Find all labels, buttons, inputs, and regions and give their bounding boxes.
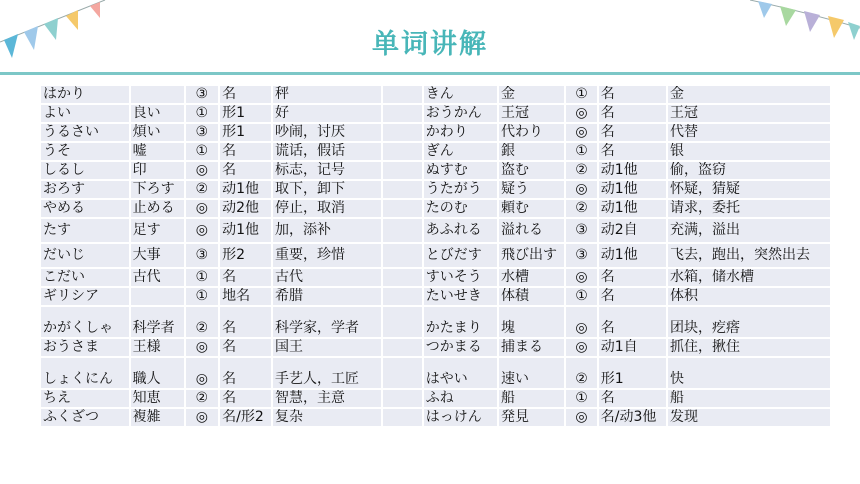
right-kana-cell: ふね [424, 390, 497, 407]
left-meaning-cell: 手艺人，工匠 [273, 358, 381, 388]
left-pos-cell: 动1他 [220, 219, 271, 242]
right-meaning-cell: 银 [668, 143, 830, 160]
right-kanji-cell: 飛び出す [499, 244, 564, 267]
left-kana-cell: かがくしゃ [41, 307, 129, 337]
right-meaning-cell: 偷，盗窃 [668, 162, 830, 179]
right-kana-cell: ぬすむ [424, 162, 497, 179]
left-kanji-cell [131, 86, 184, 103]
right-kana-cell: すいそう [424, 269, 497, 286]
left-kana-cell: はかり [41, 86, 129, 103]
right-accent-cell: ② [566, 358, 597, 388]
spacer-cell [383, 244, 422, 267]
left-accent-cell: ◎ [186, 339, 219, 356]
left-pos-cell: 名 [220, 162, 271, 179]
right-kana-cell: ぎん [424, 143, 497, 160]
left-pos-cell: 地名 [220, 288, 271, 305]
left-pos-cell: 名 [220, 269, 271, 286]
left-kanji-cell: 古代 [131, 269, 184, 286]
right-kana-cell: つかまる [424, 339, 497, 356]
spacer-cell [383, 339, 422, 356]
right-pos-cell: 动1他 [599, 244, 666, 267]
left-meaning-cell: 古代 [273, 269, 381, 286]
table-row [41, 409, 830, 426]
spacer-cell [383, 105, 422, 122]
table-row [41, 219, 830, 242]
right-kanji-cell: 頼む [499, 200, 564, 217]
table-row [41, 162, 830, 179]
left-pos-cell: 名 [220, 339, 271, 356]
left-meaning-cell: 取下，卸下 [273, 181, 381, 198]
spacer-cell [383, 307, 422, 337]
right-meaning-cell: 发现 [668, 409, 830, 426]
right-kanji-cell: 金 [499, 86, 564, 103]
left-kanji-cell: 王様 [131, 339, 184, 356]
left-accent-cell: ◎ [186, 358, 219, 388]
right-kana-cell: かたまり [424, 307, 497, 337]
right-kanji-cell: 発見 [499, 409, 564, 426]
right-meaning-cell: 体积 [668, 288, 830, 305]
right-meaning-cell: 飞去，跑出，突然出去 [668, 244, 830, 267]
left-kanji-cell: 嘘 [131, 143, 184, 160]
table-row [41, 339, 830, 356]
table-row [41, 269, 830, 286]
right-pos-cell: 名 [599, 124, 666, 141]
right-kana-cell: はやい [424, 358, 497, 388]
left-meaning-cell: 国王 [273, 339, 381, 356]
table-row [41, 307, 830, 337]
right-kana-cell: かわり [424, 124, 497, 141]
left-accent-cell: ② [186, 390, 219, 407]
left-kanji-cell: 知恵 [131, 390, 184, 407]
spacer-cell [383, 390, 422, 407]
right-pos-cell: 名 [599, 269, 666, 286]
left-kanji-cell: 煩い [131, 124, 184, 141]
right-pos-cell: 动1自 [599, 339, 666, 356]
right-pos-cell: 动1他 [599, 162, 666, 179]
right-accent-cell: ② [566, 200, 597, 217]
right-kana-cell: おうかん [424, 105, 497, 122]
right-kana-cell: とびだす [424, 244, 497, 267]
right-accent-cell: ◎ [566, 339, 597, 356]
spacer-cell [383, 219, 422, 242]
left-accent-cell: ◎ [186, 219, 219, 242]
left-pos-cell: 形1 [220, 124, 271, 141]
spacer-cell [383, 288, 422, 305]
right-kanji-cell: 王冠 [499, 105, 564, 122]
right-pos-cell: 名 [599, 288, 666, 305]
left-pos-cell: 名 [220, 86, 271, 103]
left-pos-cell: 形1 [220, 105, 271, 122]
table-row [41, 200, 830, 217]
right-meaning-cell: 水箱，储水槽 [668, 269, 830, 286]
left-kanji-cell: 止める [131, 200, 184, 217]
right-accent-cell: ① [566, 86, 597, 103]
spacer-cell [383, 181, 422, 198]
right-pos-cell: 名 [599, 86, 666, 103]
right-kanji-cell: 塊 [499, 307, 564, 337]
right-accent-cell: ③ [566, 244, 597, 267]
left-accent-cell: ① [186, 269, 219, 286]
left-kanji-cell: 下ろす [131, 181, 184, 198]
left-accent-cell: ◎ [186, 200, 219, 217]
left-accent-cell: ① [186, 105, 219, 122]
right-pos-cell: 动1他 [599, 200, 666, 217]
spacer-cell [383, 143, 422, 160]
left-accent-cell: ① [186, 288, 219, 305]
table-row [41, 105, 830, 122]
left-pos-cell: 名 [220, 358, 271, 388]
right-meaning-cell: 抓住，揪住 [668, 339, 830, 356]
left-kana-cell: やめる [41, 200, 129, 217]
left-kana-cell: ギリシア [41, 288, 129, 305]
table-row [41, 143, 830, 160]
right-meaning-cell: 快 [668, 358, 830, 388]
right-pos-cell: 动1他 [599, 181, 666, 198]
table-row [41, 181, 830, 198]
left-meaning-cell: 重要，珍惜 [273, 244, 381, 267]
right-accent-cell: ① [566, 143, 597, 160]
right-accent-cell: ◎ [566, 307, 597, 337]
left-meaning-cell: 吵闹，讨厌 [273, 124, 381, 141]
spacer-cell [383, 358, 422, 388]
left-pos-cell: 动2他 [220, 200, 271, 217]
left-kana-cell: おうさま [41, 339, 129, 356]
left-kanji-cell: 良い [131, 105, 184, 122]
right-kanji-cell: 水槽 [499, 269, 564, 286]
table-row [41, 244, 830, 267]
left-accent-cell: ◎ [186, 162, 219, 179]
right-meaning-cell: 金 [668, 86, 830, 103]
spacer-cell [383, 86, 422, 103]
vocabulary-table [39, 84, 832, 428]
spacer-cell [383, 409, 422, 426]
left-accent-cell: ① [186, 143, 219, 160]
left-kanji-cell: 複雑 [131, 409, 184, 426]
left-kana-cell: うるさい [41, 124, 129, 141]
left-kanji-cell [131, 288, 184, 305]
table-row [41, 288, 830, 305]
spacer-cell [383, 200, 422, 217]
right-meaning-cell: 王冠 [668, 105, 830, 122]
right-kana-cell: はっけん [424, 409, 497, 426]
left-kanji-cell: 科学者 [131, 307, 184, 337]
table-row [41, 390, 830, 407]
left-kana-cell: ふくざつ [41, 409, 129, 426]
right-pos-cell: 名 [599, 105, 666, 122]
left-pos-cell: 名 [220, 307, 271, 337]
left-kana-cell: おろす [41, 181, 129, 198]
spacer-cell [383, 269, 422, 286]
left-meaning-cell: 秤 [273, 86, 381, 103]
right-pos-cell: 名/动3他 [599, 409, 666, 426]
right-meaning-cell: 代替 [668, 124, 830, 141]
left-accent-cell: ② [186, 307, 219, 337]
right-kana-cell: うたがう [424, 181, 497, 198]
right-kanji-cell: 船 [499, 390, 564, 407]
table-row [41, 124, 830, 141]
right-pos-cell: 名 [599, 390, 666, 407]
right-meaning-cell: 船 [668, 390, 830, 407]
left-meaning-cell: 复杂 [273, 409, 381, 426]
left-kana-cell: しるし [41, 162, 129, 179]
right-pos-cell: 动2自 [599, 219, 666, 242]
left-kanji-cell: 印 [131, 162, 184, 179]
left-pos-cell: 名 [220, 143, 271, 160]
right-meaning-cell: 请求，委托 [668, 200, 830, 217]
title-divider [0, 72, 860, 75]
left-kanji-cell: 大事 [131, 244, 184, 267]
right-meaning-cell: 团块，疙瘩 [668, 307, 830, 337]
right-kana-cell: たいせき [424, 288, 497, 305]
spacer-cell [383, 162, 422, 179]
left-accent-cell: ◎ [186, 409, 219, 426]
left-kana-cell: ちえ [41, 390, 129, 407]
right-accent-cell: ① [566, 288, 597, 305]
left-meaning-cell: 加，添补 [273, 219, 381, 242]
left-kana-cell: よい [41, 105, 129, 122]
left-meaning-cell: 希腊 [273, 288, 381, 305]
table-row [41, 86, 830, 103]
left-kana-cell: しょくにん [41, 358, 129, 388]
right-pos-cell: 名 [599, 307, 666, 337]
right-accent-cell: ◎ [566, 105, 597, 122]
left-accent-cell: ③ [186, 86, 219, 103]
left-pos-cell: 形2 [220, 244, 271, 267]
right-meaning-cell: 怀疑，猜疑 [668, 181, 830, 198]
right-pos-cell: 名 [599, 143, 666, 160]
left-meaning-cell: 谎话，假话 [273, 143, 381, 160]
right-kanji-cell: 盗む [499, 162, 564, 179]
left-kana-cell: たす [41, 219, 129, 242]
left-kana-cell: だいじ [41, 244, 129, 267]
left-pos-cell: 动1他 [220, 181, 271, 198]
right-kanji-cell: 捕まる [499, 339, 564, 356]
right-kana-cell: あふれる [424, 219, 497, 242]
left-meaning-cell: 科学家，学者 [273, 307, 381, 337]
table-row [41, 358, 830, 388]
right-kanji-cell: 速い [499, 358, 564, 388]
left-meaning-cell: 停止，取消 [273, 200, 381, 217]
right-accent-cell: ③ [566, 219, 597, 242]
right-kanji-cell: 代わり [499, 124, 564, 141]
left-accent-cell: ③ [186, 244, 219, 267]
right-meaning-cell: 充满，溢出 [668, 219, 830, 242]
right-kana-cell: きん [424, 86, 497, 103]
right-pos-cell: 形1 [599, 358, 666, 388]
left-accent-cell: ② [186, 181, 219, 198]
left-kanji-cell: 職人 [131, 358, 184, 388]
left-pos-cell: 名/形2 [220, 409, 271, 426]
right-kanji-cell: 体積 [499, 288, 564, 305]
right-kana-cell: たのむ [424, 200, 497, 217]
spacer-cell [383, 124, 422, 141]
right-accent-cell: ② [566, 162, 597, 179]
right-accent-cell: ① [566, 390, 597, 407]
right-accent-cell: ◎ [566, 409, 597, 426]
right-kanji-cell: 疑う [499, 181, 564, 198]
left-kanji-cell: 足す [131, 219, 184, 242]
left-accent-cell: ③ [186, 124, 219, 141]
left-pos-cell: 名 [220, 390, 271, 407]
right-accent-cell: ◎ [566, 269, 597, 286]
right-accent-cell: ◎ [566, 181, 597, 198]
left-kana-cell: うそ [41, 143, 129, 160]
page-title: 单词讲解 [372, 29, 488, 60]
left-meaning-cell: 标志，记号 [273, 162, 381, 179]
right-accent-cell: ◎ [566, 124, 597, 141]
left-meaning-cell: 好 [273, 105, 381, 122]
left-kana-cell: こだい [41, 269, 129, 286]
right-kanji-cell: 溢れる [499, 219, 564, 242]
left-meaning-cell: 智慧，主意 [273, 390, 381, 407]
right-kanji-cell: 銀 [499, 143, 564, 160]
